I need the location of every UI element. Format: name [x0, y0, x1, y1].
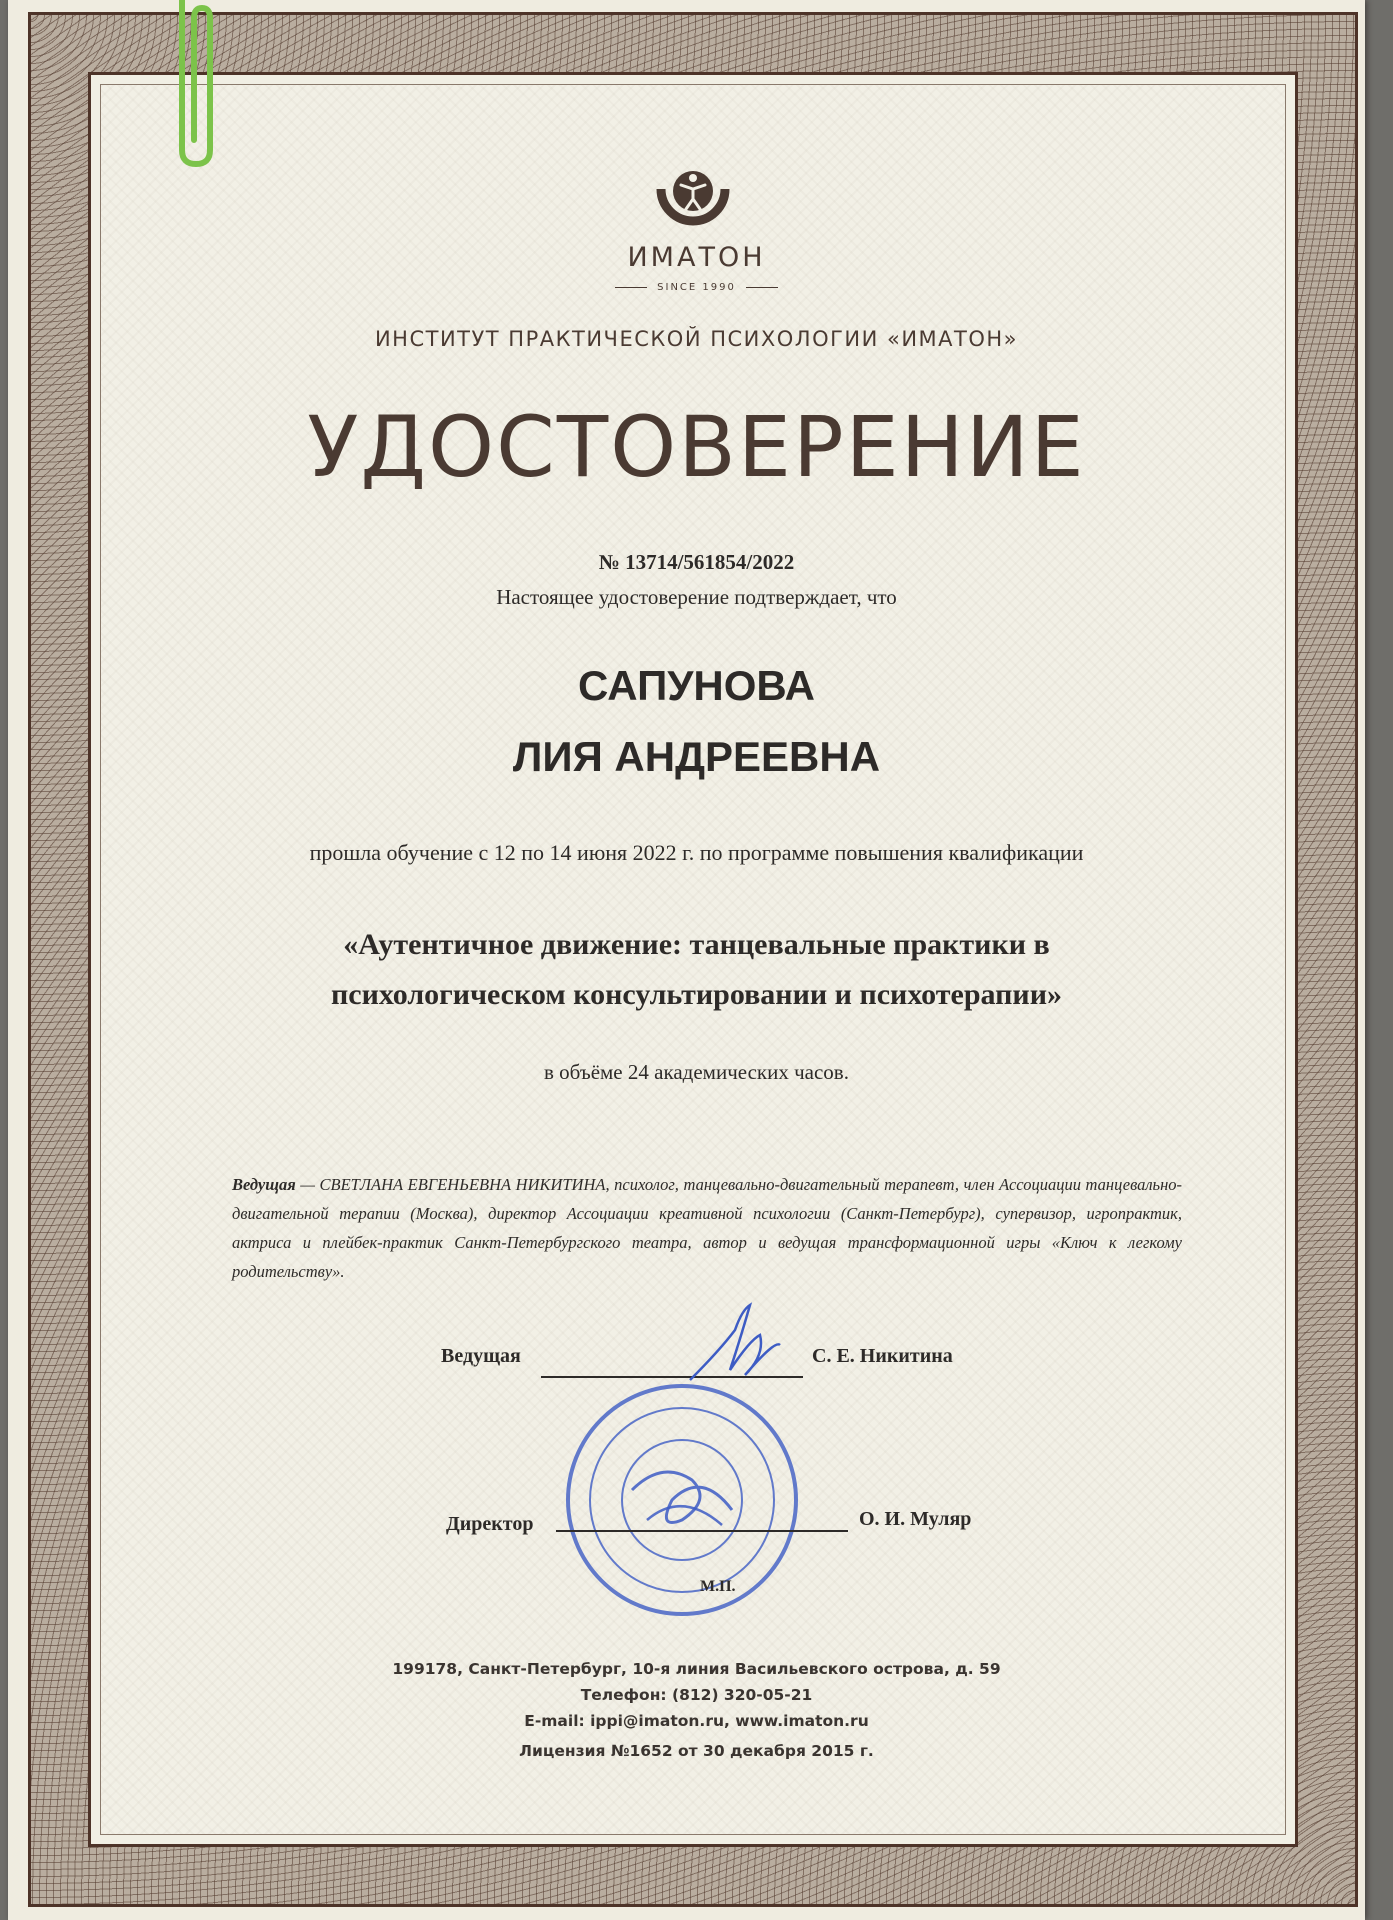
program-title-line-2: психологическом консультировании и психотерапии» — [330, 978, 1062, 1011]
director-role-label: Директор — [446, 1513, 534, 1535]
imaton-logo-icon — [655, 165, 731, 241]
lead-description-text: — СВЕТЛАНА ЕВГЕНЬЕВНА НИКИТИНА, психолог, танцевально-двигательный терапевт, член Ассоциации танцевально-двигательной терапии (Москва), директор Ассоциации креативной психологии (Санкт-Петербург), супервизор, игропрактик, актриса и плейбек-практик Санкт-Петербургского театра, автор и ведущая трансформационной игры «Ключ к легкому родительству». — [232, 1175, 1182, 1281]
logo-brand-text: ИМАТОН — [627, 242, 766, 273]
footer-phone: Телефон: (812) 320-05-21 — [580, 1686, 813, 1704]
lead-description — [232, 1170, 1182, 1286]
certificate-title: УДОСТОВЕРЕНИЕ — [307, 398, 1086, 496]
lead-name: С. Е. Никитина — [812, 1345, 953, 1367]
mp-label: М.П. — [700, 1578, 736, 1595]
program-title-line-1: «Аутентичное движение: танцевальные практики в — [343, 928, 1050, 961]
certificate-number: № 13714/561854/2022 — [598, 550, 795, 574]
director-signature-line — [556, 1530, 848, 1532]
lead-label: Ведущая — [232, 1175, 296, 1194]
hours-text: в объёме 24 академических часов. — [544, 1060, 849, 1084]
since-left-rule — [615, 287, 647, 288]
confirm-text: Настоящее удостоверение подтверждает, что — [496, 585, 897, 609]
director-name: О. И. Муляр — [859, 1508, 972, 1530]
footer-email: E-mail: ippi@imaton.ru, www.imaton.ru — [524, 1712, 869, 1730]
program-title — [0, 920, 1393, 1020]
training-statement: прошла обучение с 12 по 14 июня 2022 г. по программе повышения квалификации — [309, 840, 1084, 865]
paper-clip-icon — [168, 0, 226, 170]
footer-license: Лицензия №1652 от 30 декабря 2015 г. — [519, 1742, 874, 1760]
since-label: SINCE 1990 — [657, 282, 736, 293]
official-stamp-icon — [562, 1380, 802, 1620]
lead-signature-icon — [680, 1300, 790, 1390]
holder-given-names: ЛИЯ АНДРЕЕВНА — [512, 733, 881, 780]
institute-name: ИНСТИТУТ ПРАКТИЧЕСКОЙ ПСИХОЛОГИИ «ИМАТОН» — [374, 327, 1019, 351]
lead-role-label: Ведущая — [441, 1345, 521, 1367]
holder-surname: САПУНОВА — [578, 662, 815, 709]
footer-address: 199178, Санкт-Петербург, 10-я линия Васильевского острова, д. 59 — [392, 1660, 1001, 1678]
since-right-rule — [746, 287, 778, 288]
logo-since-text — [0, 282, 1393, 293]
